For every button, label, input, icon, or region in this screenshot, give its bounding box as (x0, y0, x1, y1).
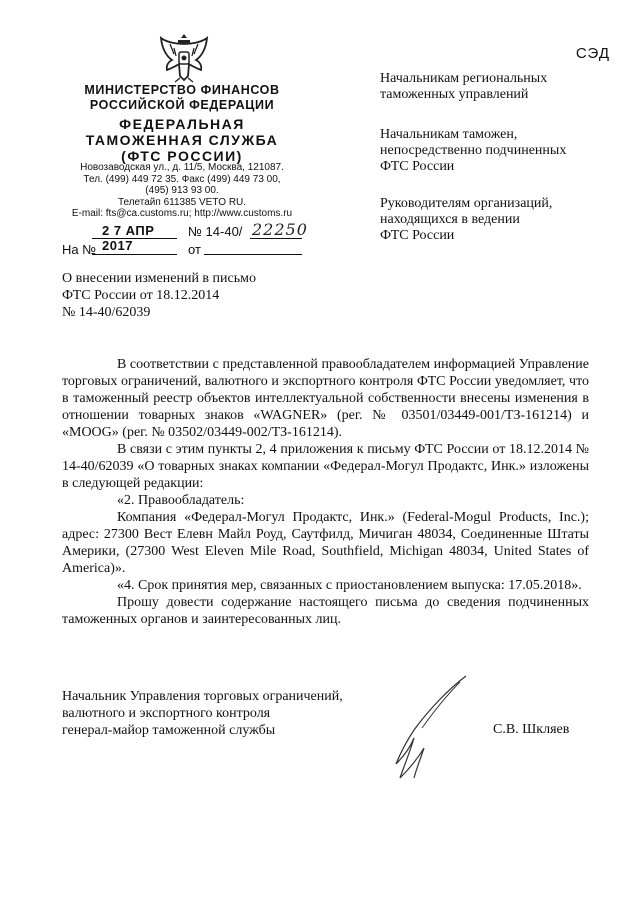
signatory-name: С.В. Шкляев (493, 722, 570, 737)
service-name: ФЕДЕРАЛЬНАЯ ТАМОЖЕННАЯ СЛУЖБА (ФТС РОССИИ) (85, 116, 279, 164)
signatory-position: Начальник Управления торговых ограничений, валютного и экспортного контроля генерал-майор таможенной службы (62, 689, 343, 738)
contact-block: Новозаводская ул., д. 11/5, Москва, 121087. Тел. (499) 449 72 35. Факс (499) 449 73 00, (495) 913 93 00. Телетайп 611385 VETO RU. E-mail: fts@ca.customs.ru; http://www.customs.ru (71, 162, 293, 219)
reference-number-line (92, 254, 177, 255)
from-label: от (188, 242, 201, 257)
ministry-name: МИНИСТЕРСТВО ФИНАНСОВ РОССИЙСКОЙ ФЕДЕРАЦИИ (84, 83, 280, 112)
letter-body (62, 356, 589, 628)
recipient-regional: Начальникам региональных таможенных управлений (380, 71, 548, 102)
recipient-organizations: Руководителям организаций, находящихся в ведении ФТС России (380, 196, 553, 243)
paragraph-changes: В связи с этим пункты 2, 4 приложения к письму ФТС России от 18.12.2014 № 14-40/62039 «О товарных знаках компании «Федерал-Могул Продактс, Инк.» изложены в следующей редакции: (62, 442, 589, 491)
reference-label: На № (62, 242, 97, 257)
sed-mark: СЭД (575, 45, 610, 62)
from-date-line (204, 254, 302, 255)
registration-number: № 14-40/ (188, 224, 243, 239)
russian-coat-of-arms-icon (158, 30, 210, 84)
paragraph-item-4: «4. Срок принятия мер, связанных с приостановлением выпуска: 17.05.2018». (117, 578, 582, 593)
letter-subject: О внесении изменений в письмо ФТС России от 18.12.2014 № 14-40/62039 (62, 271, 256, 320)
paragraph-item-2-title: «2. Правообладатель: (117, 493, 245, 508)
paragraph-request: Прошу довести содержание настоящего письма до сведения подчиненных таможенных органов и заинтересованных лиц. (62, 595, 589, 627)
paragraph-notification: В соответствии с представленной правообладателем информацией Управление торговых ограничений, валютного и экспортного контроля ФТС России уведомляет, что в таможенный реестр объектов интеллектуальной собственности внесены изменения в отношении товарных знаков «WAGNER» (рег. № 03501/03449-001/ТЗ-161214) и «MOOG» (рег. № 03502/03449-002/ТЗ-161214). (62, 357, 589, 440)
recipient-customs: Начальникам таможен, непосредственно подчиненных ФТС России (380, 127, 567, 174)
paragraph-item-2-body: Компания «Федерал-Могул Продактс, Инк.» (Federal-Mogul Products, Inc.); адрес: 27300 Вест Елевн Майл Роуд, Саутфилд, Мичиган 48034, Соединенные Штаты Америки, (27300 West Eleven Mile Road, Southfield, Michigan 48034, United States of America)». (62, 510, 589, 576)
registration-date: 2 7 АПР 2017 (92, 222, 177, 239)
handwritten-signature-icon (370, 668, 480, 788)
registration-number-handwritten: 22250 (252, 220, 308, 239)
